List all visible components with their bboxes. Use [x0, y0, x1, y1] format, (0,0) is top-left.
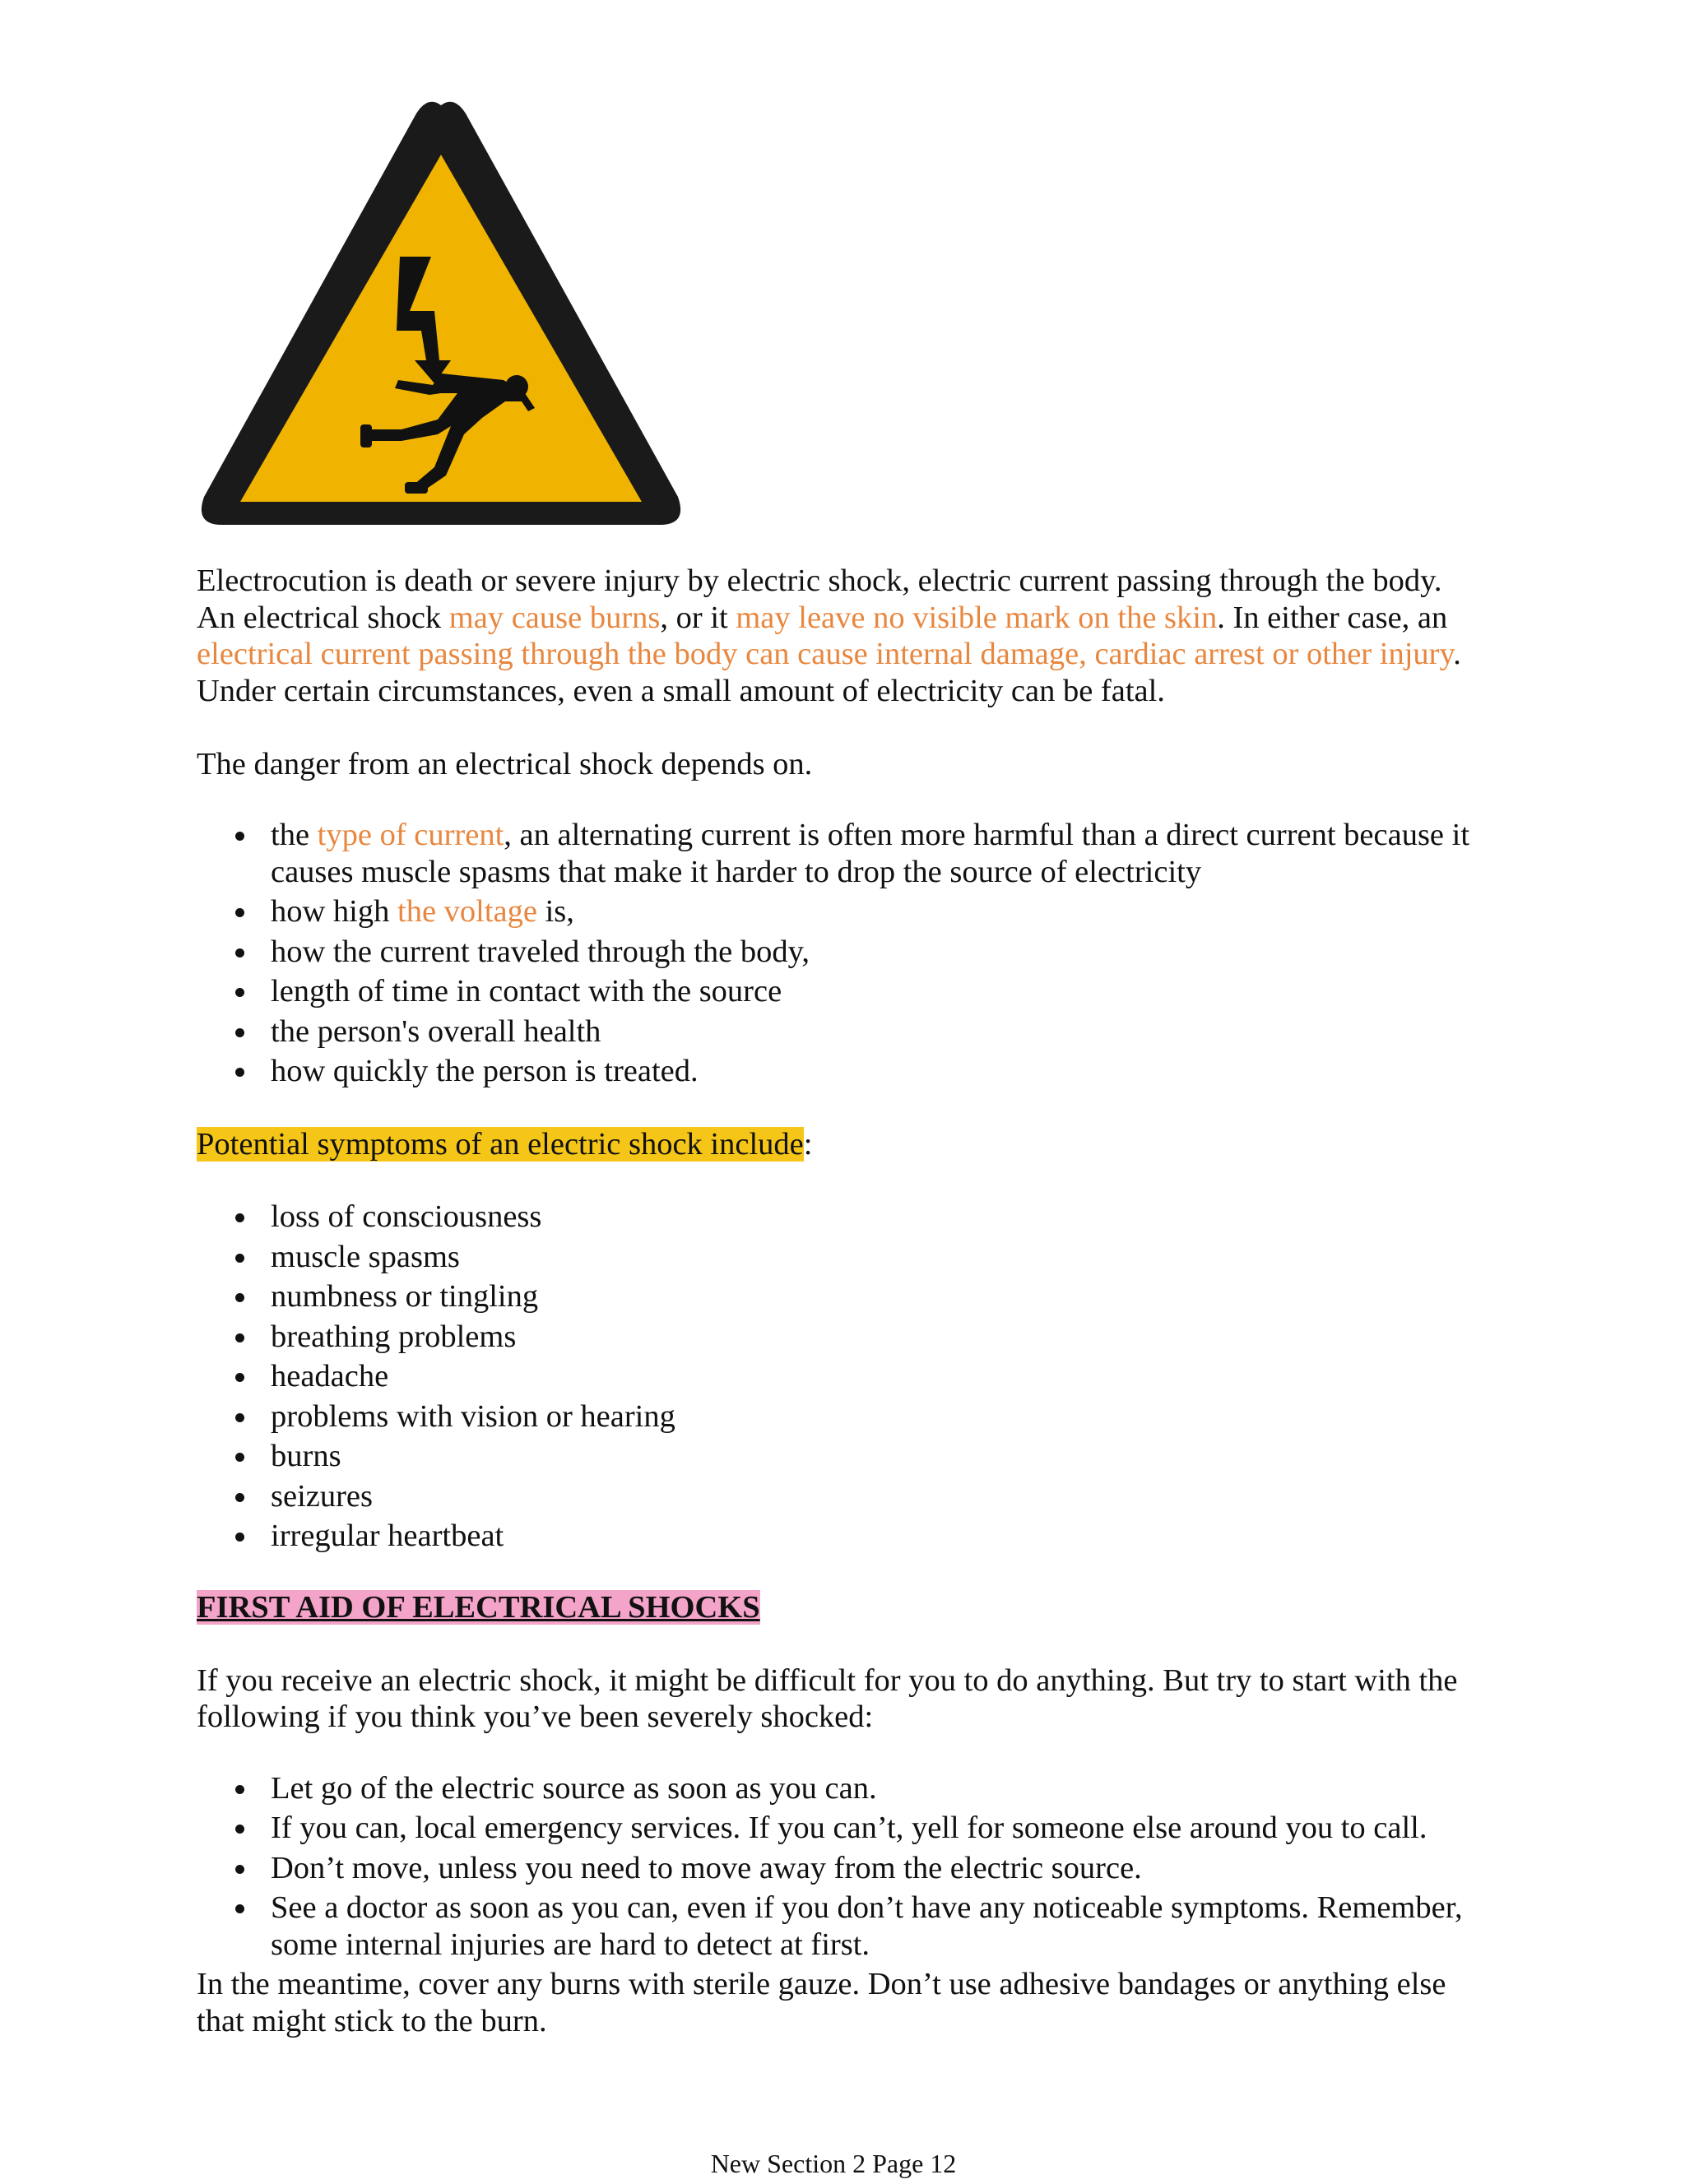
highlight-type-of-current: type of current — [317, 818, 504, 852]
electric-shock-warning-icon — [194, 95, 688, 535]
first-aid-list — [197, 1770, 1480, 1964]
list-item: numbness or tingling — [197, 1277, 1480, 1317]
section-title: FIRST AID OF ELECTRICAL SHOCKS — [197, 1589, 760, 1625]
symptoms-heading: Potential symptoms of an electric shock include: — [197, 1126, 813, 1162]
list-item: how quickly the person is treated. — [197, 1053, 1480, 1090]
list-item: the person's overall health — [197, 1013, 1480, 1050]
list-item: Let go of the electric source as soon as you can. — [197, 1770, 1480, 1807]
list-item: how high the voltage is, — [197, 893, 1480, 930]
list-item: loss of consciousness — [197, 1197, 1480, 1237]
list-item: Don’t move, unless you need to move away from the electric source. — [197, 1850, 1480, 1887]
list-item: headache — [197, 1356, 1480, 1397]
intro-definition: Electrocution is death or severe injury by electric shock, electric current passing through the body. — [197, 563, 1442, 598]
danger-list — [197, 817, 1480, 1090]
first-aid-intro: If you receive an electric shock, it might be difficult for you to do anything. But try to start with the following if you think you’ve been severely shocked: — [197, 1662, 1458, 1734]
list-item: the type of current, an alternating current is often more harmful than a direct current because it causes muscle spasms that make it harder to drop the source of electricity — [197, 817, 1480, 890]
list-item: See a doctor as soon as you can, even if you don’t have any noticeable symptoms. Remember, some internal injuries are hard to detect at first. — [197, 1890, 1480, 1963]
symptoms-list — [197, 1197, 1480, 1556]
list-item: If you can, local emergency services. If you can’t, yell for someone else around you to call. — [197, 1810, 1480, 1847]
highlight-burns: may cause burns — [448, 600, 661, 635]
list-item: irregular heartbeat — [197, 1516, 1480, 1556]
highlight-internal-damage: electrical current passing through the body can cause internal damage, cardiac arrest or other injury — [197, 637, 1454, 671]
list-item: seizures — [197, 1477, 1480, 1517]
list-item: length of time in contact with the source — [197, 973, 1480, 1010]
list-item: breathing problems — [197, 1317, 1480, 1357]
highlighted-heading: Potential symptoms of an electric shock include — [197, 1126, 804, 1162]
first-aid-closing: In the meantime, cover any burns with sterile gauze. Don’t use adhesive bandages or anything else that might stick to the burn. — [197, 1967, 1446, 2038]
first-aid-heading — [197, 1589, 1480, 1626]
document-body — [197, 563, 1480, 2039]
intro-paragraph: An electrical shock may cause burns, or it may leave no visible mark on the skin. In either case, an electrical current passing through the body can cause internal damage, cardiac arrest or other injury. Under certain circumstances, even a small amount of electricity can be fatal. — [197, 600, 1461, 708]
danger-heading: The danger from an electrical shock depends on. — [197, 746, 813, 781]
list-item: burns — [197, 1436, 1480, 1477]
highlight-voltage: the voltage — [397, 894, 537, 929]
list-item: problems with vision or hearing — [197, 1397, 1480, 1437]
list-item: how the current traveled through the body, — [197, 934, 1480, 971]
highlight-no-mark: may leave no visible mark on the skin — [736, 600, 1218, 635]
list-item: muscle spasms — [197, 1237, 1480, 1277]
page-footer: New Section 2 Page 12 — [710, 2149, 957, 2178]
